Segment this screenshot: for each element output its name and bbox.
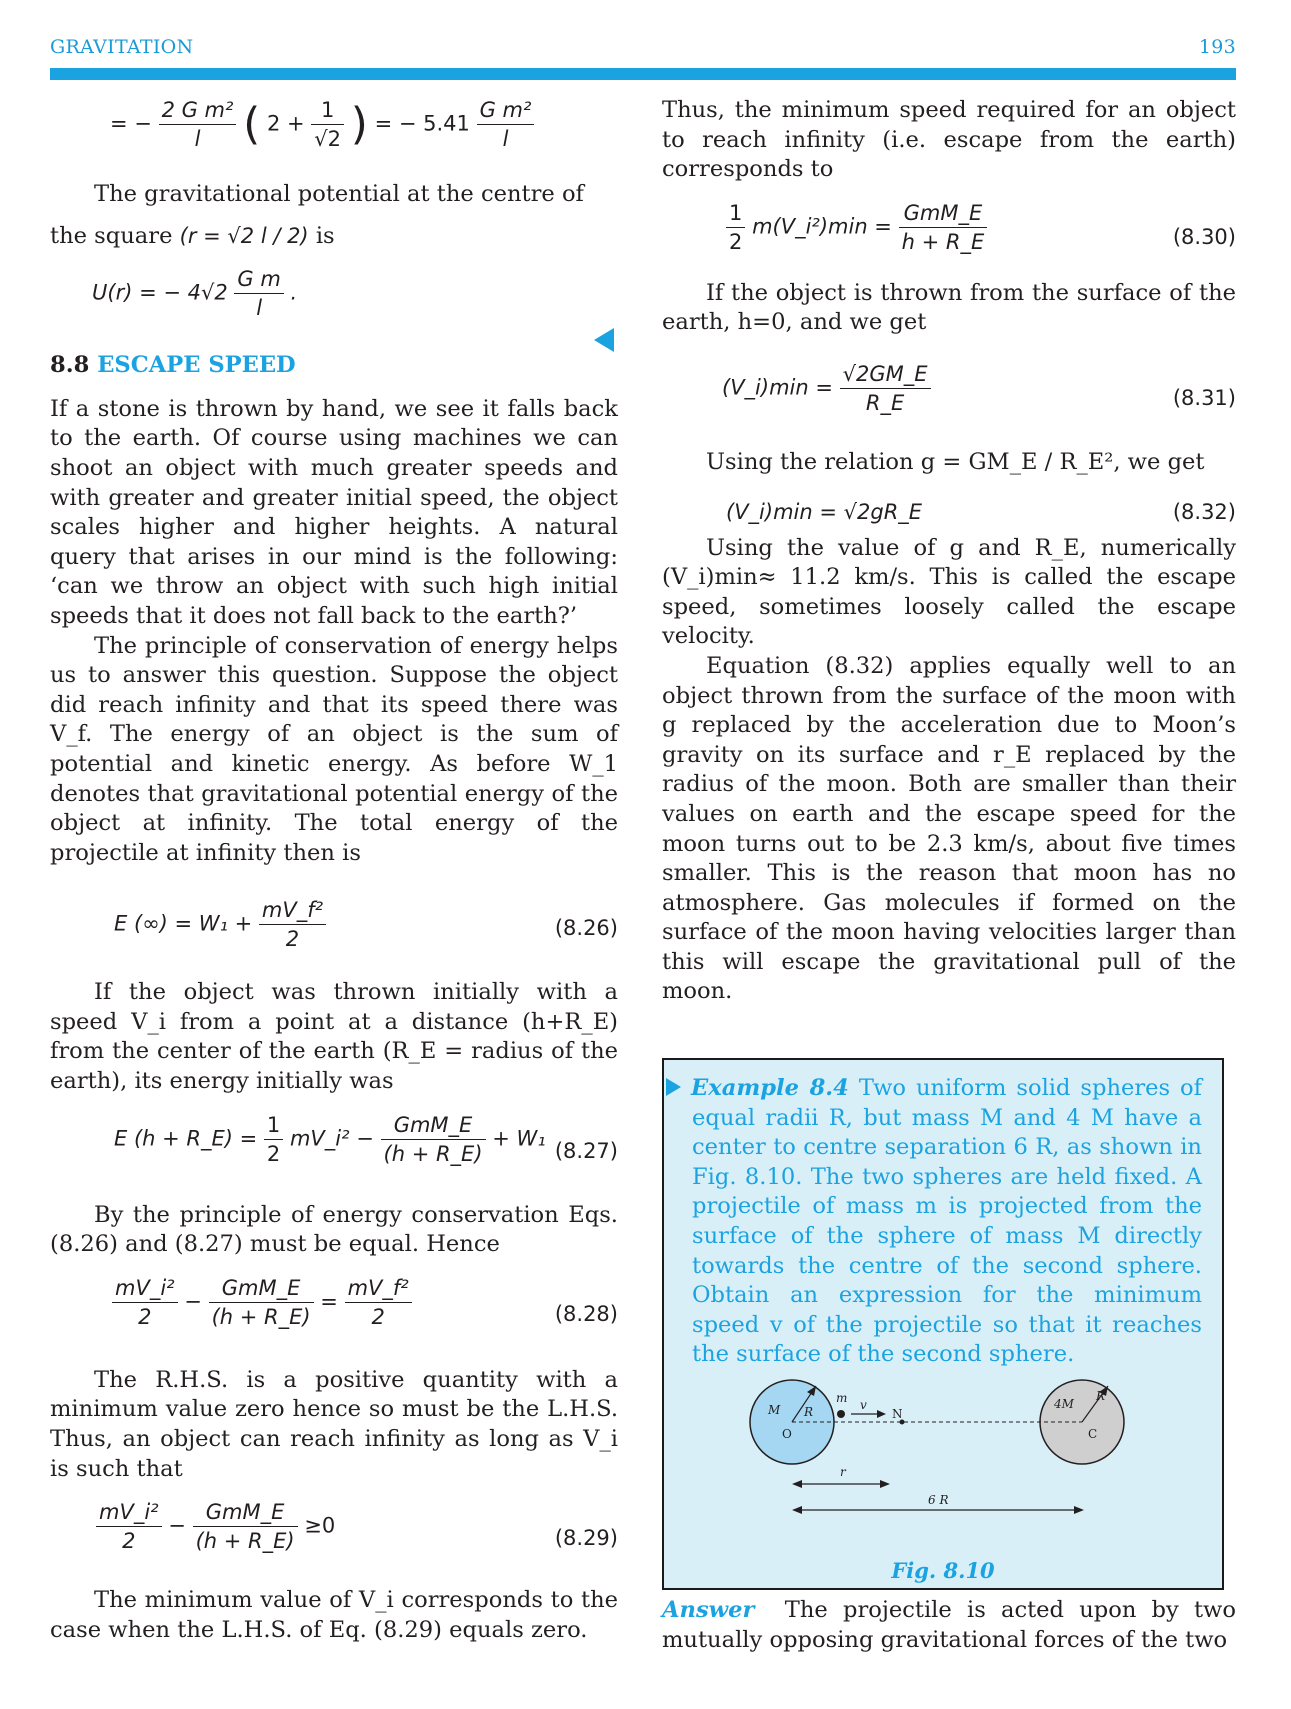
header-rule	[50, 68, 1236, 80]
fraction	[840, 360, 931, 417]
answer-text: The projectile is acted upon by two mutually opposing gravitational forces of the two	[662, 1597, 1236, 1653]
denominator: (h + R_E)	[381, 1139, 486, 1168]
eq-part: U(r) = − 4√2	[92, 280, 228, 305]
text: the square	[50, 222, 173, 249]
denominator: 2	[96, 1526, 162, 1555]
equation-number: (8.32)	[1172, 499, 1236, 524]
figure-caption: Fig. 8.10	[891, 1558, 995, 1583]
paren: (	[243, 98, 261, 150]
label-r: r	[840, 1465, 846, 1479]
example-body: Two uniform solid spheres of equal radii R, but mass M and 4 M have a center to centre separation 6 R, as shown in Fig. 8.10. The two spheres are held fixed. A projectile of mass m is projected from the surface of the sphere of mass M directly towards the centre of the second sphere. Obtain an expression for the minimum speed v of the projectile so that it reaches the surface of the second sphere.	[692, 1075, 1203, 1368]
fraction	[209, 1274, 314, 1331]
paragraph: If a stone is thrown by hand, we see it falls back to the earth. Of course using machines we can shoot an object with much greater speeds and with greater and greater initial speed, the object scales higher and higher heights. A natural query that arises in our mind is the following: ‘can we throw an object with such high initial speeds that it does not fall back to the earth?’	[50, 395, 618, 629]
fraction	[899, 199, 988, 256]
numerator: GmM_E	[221, 1275, 301, 1300]
equation-square-potential	[50, 96, 618, 172]
label-6r: 6 R	[928, 1493, 949, 1507]
right-column	[662, 96, 1236, 1007]
eq-part: (V_i)min =	[722, 375, 833, 400]
arrowhead-icon	[1074, 1506, 1084, 1514]
section-title: ESCAPE SPEED	[97, 352, 296, 379]
eq-part: ≥0	[304, 1513, 336, 1538]
fraction	[159, 96, 237, 153]
denominator: 2	[264, 1139, 283, 1168]
denominator: 2	[259, 924, 326, 953]
paren: )	[350, 98, 368, 150]
numerator: G m	[237, 267, 281, 292]
numerator: mV_i²	[115, 1275, 175, 1300]
eq-part: = −	[110, 111, 152, 136]
numerator: 1	[729, 200, 743, 225]
left-column	[50, 96, 618, 1645]
projectile-dot	[837, 1410, 845, 1418]
numerator: √2GM_E	[842, 361, 928, 386]
numerator: 1	[320, 98, 335, 122]
denominator: 2	[112, 1302, 178, 1331]
numerator: mV_f²	[347, 1275, 409, 1300]
fraction	[96, 1498, 162, 1555]
numerator: mV_i²	[99, 1500, 159, 1525]
numerator: GmM_E	[393, 1112, 473, 1137]
inline-math: (r = √2 l / 2)	[179, 223, 309, 248]
paragraph: If the object is thrown from the surface of the earth, h=0, and we get	[662, 279, 1236, 336]
equation-8-27	[50, 1111, 618, 1193]
label-o: O	[782, 1427, 792, 1441]
denominator: l	[477, 124, 535, 153]
numerator: mV_f²	[261, 898, 324, 923]
page-number: 193	[1198, 36, 1236, 58]
fraction	[112, 1274, 178, 1331]
denominator: (h + R_E)	[193, 1526, 298, 1555]
fraction	[381, 1111, 486, 1168]
eq-part: −	[168, 1513, 186, 1538]
example-label: Example 8.4	[691, 1075, 849, 1101]
eq-part: =	[320, 1289, 338, 1314]
numerator: G m²	[479, 98, 532, 122]
equation-number: (8.29)	[554, 1526, 618, 1551]
paragraph: Equation (8.32) applies equally well to an object thrown from the surface of the moon with g replaced by the acceleration due to Moon’s gravity on its surface and r_E replaced by the radius of the moon. Both are smaller than their values on earth and the escape speed for the moon turns out to be 2.3 km/s, about five times smaller. This is the reason that moon has no atmosphere. Gas molecules if formed on the surface of the moon having velocities larger than this will escape the gravitational pull of the moon.	[662, 652, 1236, 1005]
figure-8-10	[664, 1352, 1220, 1552]
fraction	[259, 896, 326, 953]
example-box	[662, 1058, 1224, 1590]
denominator: 2	[345, 1302, 412, 1331]
label-m-big: M	[768, 1403, 781, 1417]
play-triangle-icon	[666, 1078, 681, 1096]
numerator: 2 G m²	[161, 98, 234, 122]
equation-8-29	[50, 1498, 618, 1582]
label-n: N	[892, 1407, 903, 1421]
label-v: v	[860, 1398, 867, 1412]
label-r-right: R	[1096, 1389, 1106, 1403]
equation-8-31	[662, 360, 1236, 442]
label-m-small: m	[836, 1391, 848, 1405]
paragraph: Using the value of g and R_E, numerically (V_i)min≈ 11.2 km/s. This is called the escape speed, sometimes loosely called the escape velocity.	[662, 534, 1236, 650]
text: is	[315, 222, 335, 249]
section-heading	[50, 351, 618, 381]
equation-8-28	[50, 1274, 618, 1358]
paragraph: If the object was thrown initially with a speed V_i from a point at a distance (h+R_E) from the center of the earth (R_E = radius of the earth), its energy initially was	[50, 979, 618, 1095]
eq-part: (V_i)min = √2gR_E	[726, 499, 923, 524]
paragraph: The minimum value of V_i corresponds to the case when the L.H.S. of Eq. (8.29) equals zero.	[50, 1587, 618, 1643]
equation-8-32	[662, 490, 1236, 534]
arrowhead-icon	[877, 1410, 886, 1418]
eq-part: 2 +	[266, 111, 305, 136]
fraction	[264, 1111, 283, 1168]
numerator: GmM_E	[903, 200, 983, 225]
arrowhead-icon	[880, 1480, 890, 1488]
fraction	[726, 199, 745, 256]
denominator: (h + R_E)	[209, 1302, 314, 1331]
eq-part: m(V_i²)min =	[752, 214, 892, 239]
fraction	[234, 265, 283, 322]
eq-part: E (h + R_E) =	[114, 1126, 258, 1151]
equation-number: (8.27)	[554, 1138, 618, 1163]
paragraph: By the principle of energy conservation Eqs. (8.26) and (8.27) must be equal. Hence	[50, 1201, 618, 1258]
denominator: √2	[311, 124, 344, 153]
paragraph: Thus, the minimum speed required for an object to reach infinity (i.e. escape from the earth) corresponds to	[662, 97, 1236, 183]
denominator: l	[234, 293, 283, 322]
label-4m: 4M	[1054, 1397, 1074, 1411]
fraction	[345, 1274, 412, 1331]
denominator: h + R_E	[899, 227, 988, 256]
equation-number: (8.31)	[1172, 385, 1236, 410]
equation-8-30	[662, 199, 1236, 277]
equation-number: (8.26)	[554, 916, 618, 941]
eq-part: mV_i² −	[289, 1126, 374, 1151]
denominator: 2	[726, 227, 745, 256]
running-title: GRAVITATION	[50, 36, 194, 58]
label-r-left: R	[804, 1405, 814, 1419]
label-c: C	[1088, 1427, 1098, 1441]
paragraph	[50, 222, 618, 252]
equation-number: (8.28)	[554, 1301, 618, 1326]
equation-number: (8.30)	[1172, 224, 1236, 249]
eq-part: .	[290, 280, 298, 305]
numerator: 1	[266, 1112, 281, 1137]
eq-part: + W₁	[492, 1126, 546, 1151]
fraction	[311, 96, 344, 153]
eq-part: −	[184, 1289, 202, 1314]
answer-paragraph	[662, 1596, 1236, 1655]
answer-label: Answer	[662, 1597, 755, 1623]
paragraph: The gravitational potential at the centre of	[94, 181, 584, 207]
denominator: R_E	[840, 388, 931, 417]
arrowhead-icon	[792, 1480, 802, 1488]
paragraph: The principle of conservation of energy helps us to answer this question. Suppose the object did reach infinity and that its speed there was V_f. The energy of an object is the sum of potential and kinetic energy. As before W_1 denotes that gravitational potential energy of the object at infinity. The total energy of the projectile at infinity then is	[50, 632, 618, 866]
denominator: l	[159, 124, 237, 153]
equation-8-26	[50, 896, 618, 970]
eq-part: E (∞) = W₁ +	[114, 911, 253, 936]
fraction	[477, 96, 535, 153]
paragraph: The R.H.S. is a positive quantity with a minimum value zero hence so must be the L.H.S. Thus, an object can reach infinity as long as V_i is such that	[50, 1366, 618, 1482]
example-text	[692, 1074, 1202, 1370]
section-number: 8.8	[50, 352, 90, 379]
eq-part: = − 5.41	[374, 111, 470, 136]
fraction	[193, 1498, 298, 1555]
numerator: GmM_E	[205, 1500, 285, 1525]
paragraph: Using the relation g = GM_E / R_E², we get	[706, 448, 1205, 475]
equation-potential-centre	[50, 265, 618, 327]
arrowhead-icon	[792, 1506, 802, 1514]
